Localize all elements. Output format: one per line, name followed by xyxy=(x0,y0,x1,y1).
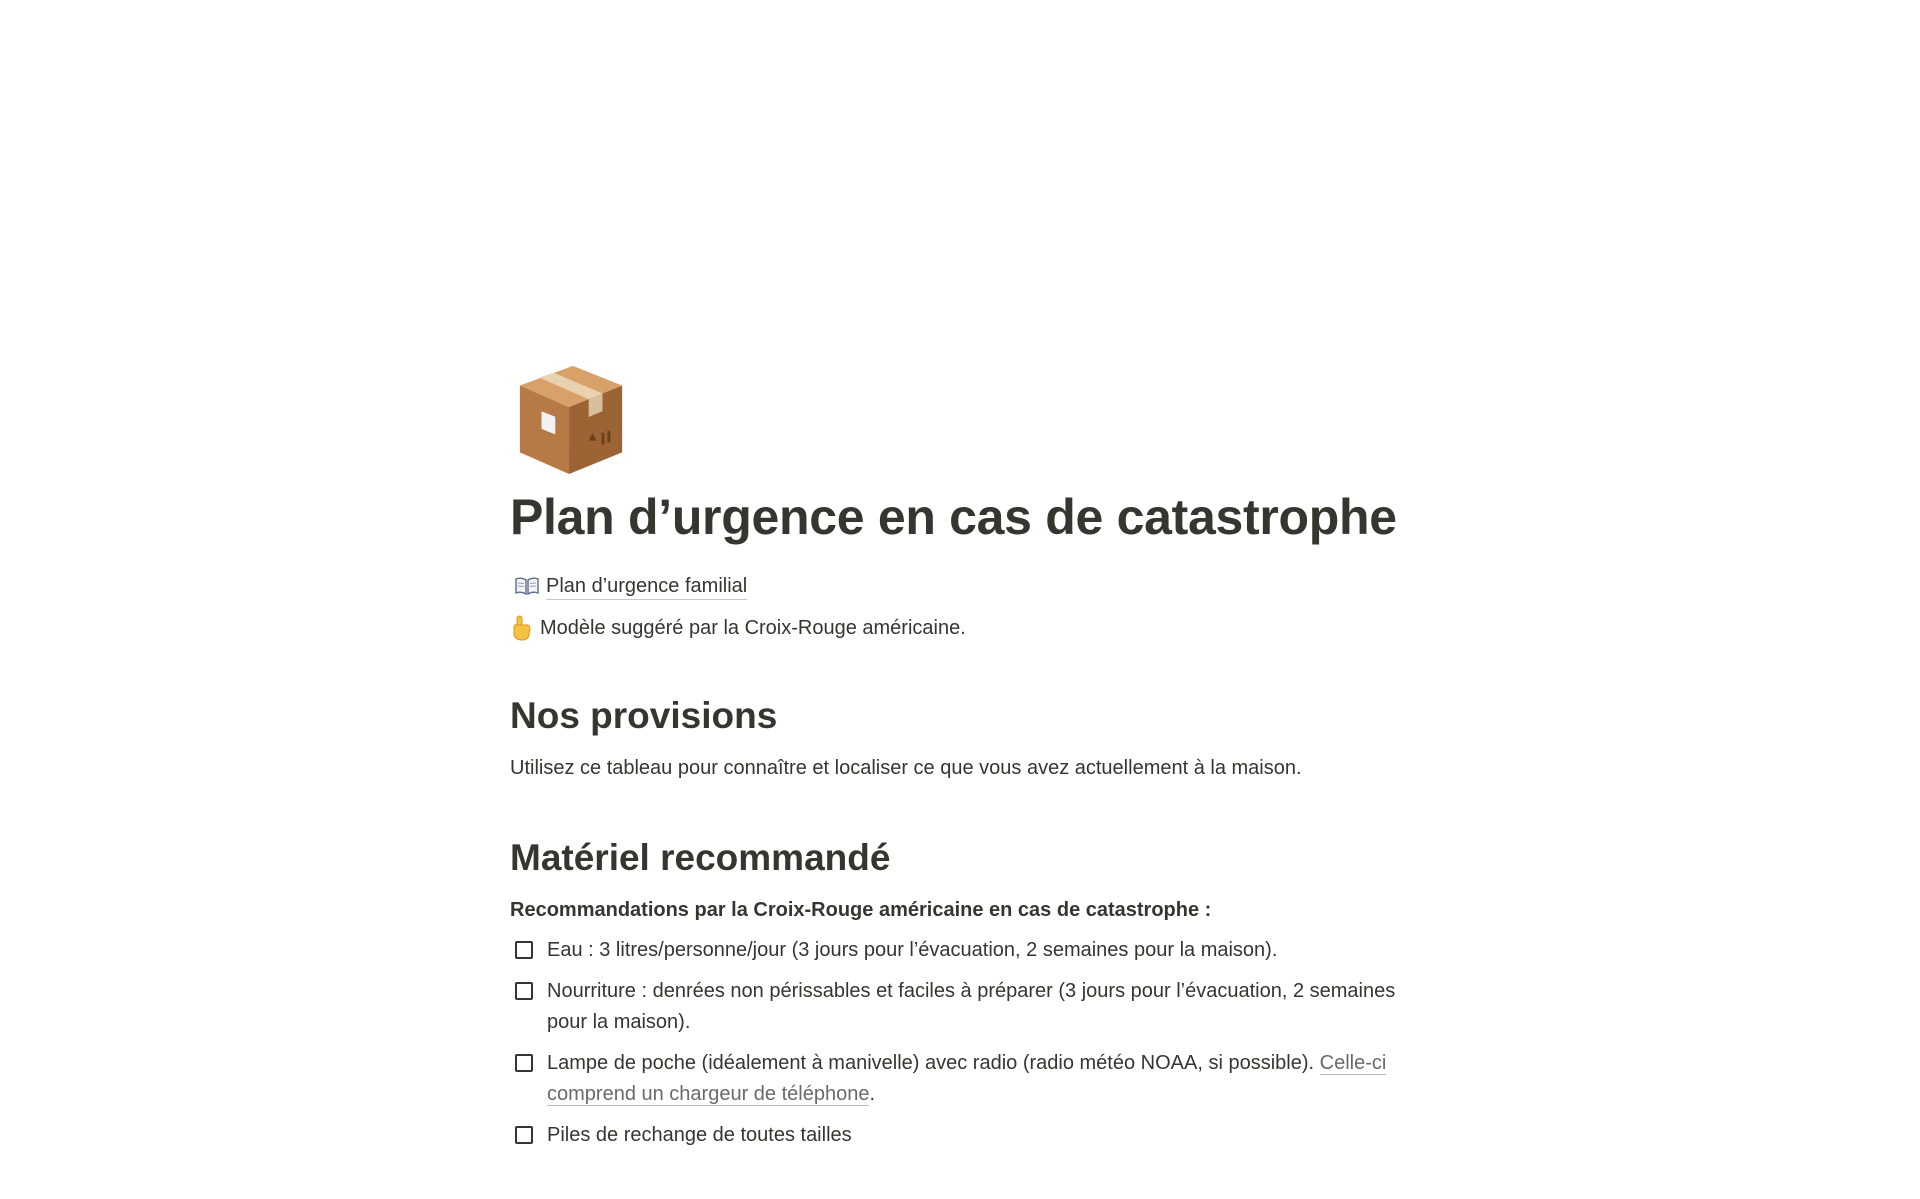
todo-text[interactable]: Nourriture : denrées non périssables et faciles à préparer (3 jours pour l’évacuation, 2 semaines pour la maison). xyxy=(547,980,1396,1033)
note-text: Modèle suggéré par la Croix-Rouge américaine. xyxy=(540,616,966,639)
todo-suffix: . xyxy=(869,1083,876,1105)
todo-item xyxy=(510,1048,1410,1110)
materiel-intro[interactable]: Recommandations par la Croix-Rouge américaine en cas de catastrophe : xyxy=(510,899,1212,921)
todo-text-with-link[interactable] xyxy=(547,1048,1410,1110)
todo-text[interactable]: Eau : 3 litres/personne/jour (3 jours pour l’évacuation, 2 semaines pour la maison). xyxy=(547,939,1278,961)
todo-checkbox[interactable] xyxy=(515,982,533,1000)
heading-materiel[interactable]: Matériel recommandé xyxy=(510,837,891,878)
page-title[interactable]: Plan d’urgence en cas de catastrophe xyxy=(510,489,1397,545)
todo-item xyxy=(510,976,1410,1038)
todo-checkbox[interactable] xyxy=(515,1054,533,1072)
note-row xyxy=(510,613,1410,643)
todo-checkbox[interactable] xyxy=(515,941,533,959)
open-book-icon xyxy=(514,576,540,596)
todo-checkbox[interactable] xyxy=(515,1126,533,1144)
todo-item xyxy=(510,935,1410,966)
todo-text[interactable]: Piles de rechange de toutes tailles xyxy=(547,1124,852,1146)
page-content xyxy=(510,358,1410,1151)
charger-link[interactable]: Celle-ci comprend un chargeur de téléphone xyxy=(547,1052,1387,1105)
provisions-description[interactable]: Utilisez ce tableau pour connaître et localiser ce que vous avez actuellement à la maison. xyxy=(510,757,1302,779)
todo-item xyxy=(510,1120,1410,1151)
package-box-icon[interactable] xyxy=(512,358,630,476)
pointing-hand-icon xyxy=(510,615,532,641)
linked-page-link[interactable]: Plan d’urgence familial xyxy=(546,573,747,600)
linked-page-row[interactable] xyxy=(510,571,1410,601)
heading-provisions[interactable]: Nos provisions xyxy=(510,695,778,736)
todo-text: Lampe de poche (idéalement à manivelle) avec radio (radio météo NOAA, si possible). xyxy=(547,1052,1315,1074)
